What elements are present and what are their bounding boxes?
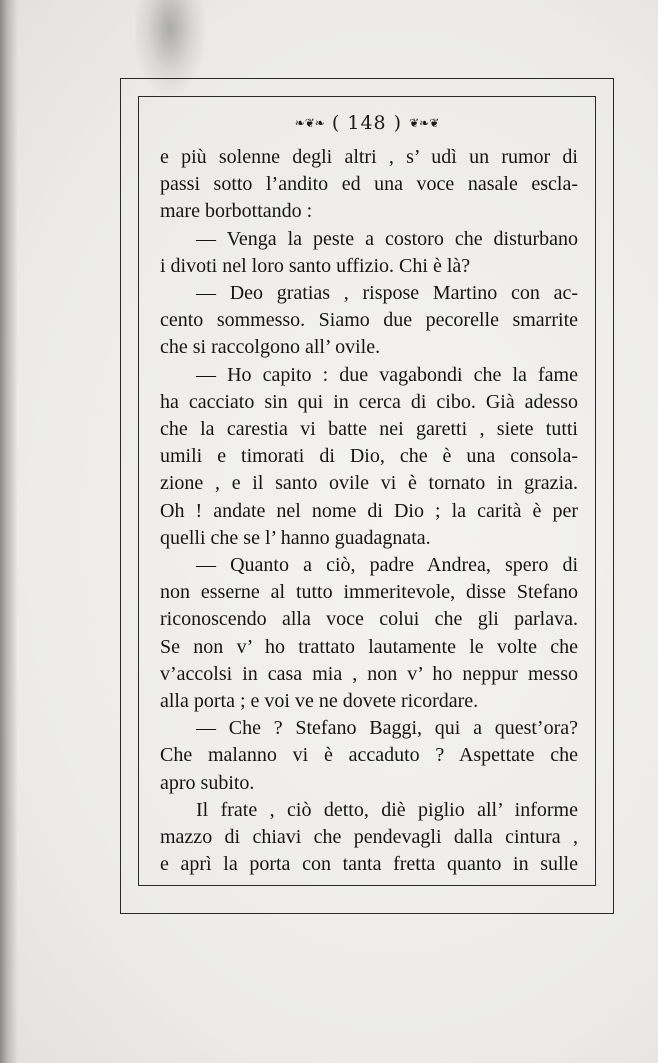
text-line: che la carestia vi batte nei garetti , siete tutti [160,418,578,441]
text-line: quelli che se l’ hanno guadagnata. [160,526,431,549]
text-line: apro subito. [160,771,255,794]
spine-shadow [0,0,18,1063]
text-line: — Ho capito : due vagabondi che la fame [196,363,578,386]
text-line: Se non v’ ho trattato lautamente le volte che [160,635,578,658]
text-line: — Che ? Stefano Baggi, qui a quest’ora? [196,717,578,740]
text-line: alla porta ; e voi ve ne dovete ricordare. [160,690,479,713]
text-line: Il frate , ciò detto, diè piglio all’ informe [196,798,578,821]
text-line: v’accolsi in casa mia , non v’ ho neppur messo [160,662,578,685]
text-line: Che malanno vi è accaduto ? Aspettate che [160,744,578,767]
text-line: passi sotto l’andito ed una voce nasale escla- [160,173,578,196]
text-line: riconoscendo alla voce colui che gli parlava. [160,608,578,631]
text-line: cento sommesso. Siamo due pecorelle smarrite [160,309,578,332]
body-text [160,144,578,878]
text-line: e aprì la porta con tanta fretta quanto in sulle [160,853,578,876]
text-line: e più solenne degli altri , s’ udì un rumor di [160,146,578,168]
text-line: — Deo gratias , rispose Martino con ac- [196,282,578,305]
page-number: ( 148 ) [331,112,403,134]
text-line: — Quanto a ciò, padre Andrea, spero di [196,554,578,577]
text-line: mare borbottando : [160,200,313,223]
text-line: mazzo di chiavi che pendevagli dalla cintura , [160,826,578,849]
text-line: umili e timorati di Dio, che è una consola- [160,445,578,468]
text-line: non esserne al tutto immeritevole, disse Stefano [160,581,578,604]
page-header [138,112,596,134]
ornament-left-icon: ❧❦❧ [294,116,325,130]
text-line: che si raccolgono all’ ovile. [160,336,381,359]
text-line: i divoti nel loro santo uffizio. Chi è là? [160,254,471,277]
text-line: Oh ! andate nel nome di Dio ; la carità è per [160,499,578,522]
text-line: ha cacciato sin qui in cerca di cibo. Già adesso [160,390,578,413]
text-line: — Venga la peste a costoro che disturbano [196,227,578,250]
text-line: zione , e il santo ovile vi è tornato in grazia. [160,472,578,495]
ornament-right-icon: ❦❧❦ [409,116,440,130]
